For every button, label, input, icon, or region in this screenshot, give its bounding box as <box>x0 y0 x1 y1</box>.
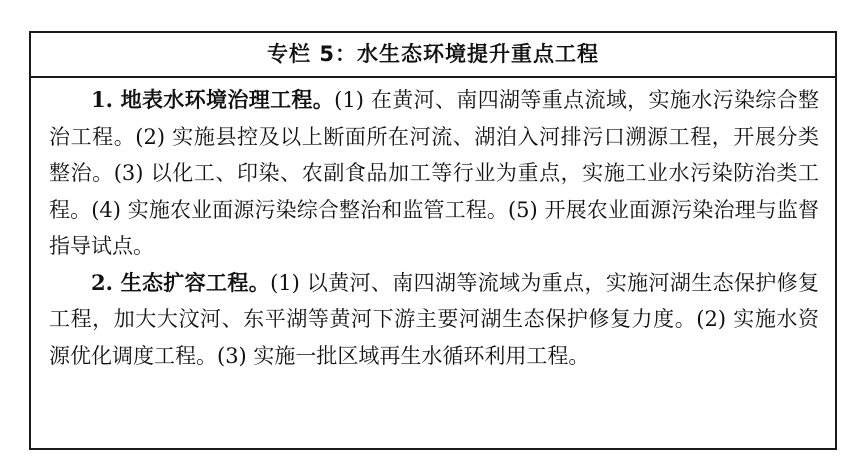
feature-box <box>29 31 837 450</box>
paragraph-text: (1) 在黄河、南四湖等重点流域，实施水污染综合整治工程。(2) 实施县控及以上断面所在河流、湖泊入河排污口溯源工程，开展分类整治。(3) 以化工、印染、农副食品加工等行业为重点，实施工业水污染防治类工程。(4) 实施农业面源污染综合整治和监管工程。(5) 开展农业面源污染治理与监督指导试点。 <box>49 88 820 258</box>
box-content <box>49 82 819 374</box>
paragraph-surface-water <box>49 82 819 265</box>
paragraph-heading: 2. 生态扩容工程。 <box>91 269 271 295</box>
paragraph-ecological-expansion <box>49 265 819 375</box>
paragraph-heading: 1. 地表水环境治理工程。 <box>91 87 335 112</box>
paragraph-text: (1) 以黄河、南四湖等流域为重点，实施河湖生态保护修复工程，加大大汶河、东平湖等黄河下游主要河湖生态保护修复力度。(2) 实施水资源优化调度工程。(3) 实施一批区域再生水循环利用工程。 <box>49 270 820 368</box>
box-title: 专栏 5：水生态环境提升重点工程 <box>267 42 599 66</box>
box-title-row <box>31 33 835 78</box>
